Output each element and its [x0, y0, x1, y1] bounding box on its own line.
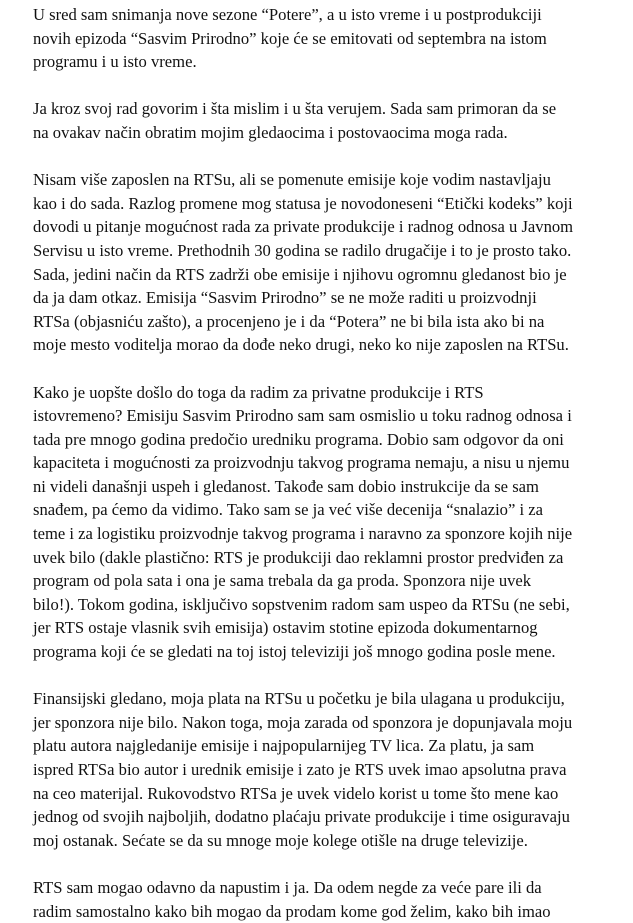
paragraph-1: U sred sam snimanja nove sezone “Potere”, a u isto vreme i u postprodukciji novih epizoda “Sasvim Prirodno” koje će se emitovati od septembra na istom programu i u isto vreme. — [33, 5, 547, 72]
paragraph-2: Ja kroz svoj rad govorim i šta mislim i u šta verujem. Sada sam primoran da se na ovakav način obratim mojim gledaocima i postovaocima moga rada. — [33, 99, 557, 142]
paragraph-6: RTS sam mogao odavno da napustim i ja. Da odem negde za veće pare ili da radim samostalno kako bih mogao da prodam kome god želim, kako bih imao — [33, 877, 551, 921]
paragraph-3: Nisam više zaposlen na RTSu, ali se pomenute emisije koje vodim nastavljaju kao i do sada. Razlog promene mog statusa je novodoneseni “Etički kodeks” koji dovodi u pitanje mogućnost rada za private produkcije i radnog odnosa u Javnom Servisu u isto vreme. Prethodnih 30 godina se radilo drugačije i to je prosto tako. Sada, jedini način da RTS zadrži obe emisije i njihovu ogromnu gledanost bio je da ja dam otkaz. Emisija “Sasvim Prirodno” se ne može raditi u proizvodnji RTSa (objasniću zašto), a procenjeno je i da “Potera” ne bi bila ista ako bi na moje mesto voditelja morao da dođe neko drugi, neko ko nije zaposlen na RTSu. — [33, 170, 574, 355]
paragraph-5: Finansijski gledano, moja plata na RTSu u početku je bila ulagana u produkciju, jer sponzora nije bilo. Nakon toga, moja zarada od sponzora je dopunjavala moju platu autora najgledanije emisije i najpopularnijeg TV lica. Za platu, ja sam ispred RTSa bio autor i urednik emisije i zato je RTS uvek imao apsolutna prava na ceo materijal. Rukovodstvo RTSa je uvek videlo korist u tome što mene kao jednog od svojih najboljih, dodatno plaćaju private produkcije i time osiguravaju moj ostanak. Sećate se da su mnoge moje kolege otišle na druge televizije. — [33, 689, 573, 850]
paragraph-4: Kako je uopšte došlo do toga da radim za privatne produkcije i RTS istovremeno? Emisiju Sasvim Prirodno sam sam osmislio u toku radnog odnosa i tada pre mnogo godina predočio uredniku programa. Dobio sam odgovor da oni kapaciteta i mogućnosti za proizvodnju takvog programa nemaju, a nisu u njemu ni videli današnji uspeh i gledanost. Takođe sam dobio instrukcije da se sam snađem, pa ćemo da vidimo. Tako sam se ja već više decenija “snalazio” i za teme i za logistiku proizvodnje takvog programa i naravno za sponzore kojih nije uvek bilo (dakle plastično: RTS je produkciji dao reklamni prostor predviđen za program od pola sata i ona je sama trebala da ga proda. Sponzora nije uvek bilo!). Tokom godina, isključivo sopstvenim radom sam uspeo da RTSu (ne sebi, jer RTS ostaje vlasnik svih emisija) ostavim stotine epizoda dokumentarnog programa koji će se gledati na toj istoj televiziji još mnogo godina posle mene. — [33, 382, 573, 662]
